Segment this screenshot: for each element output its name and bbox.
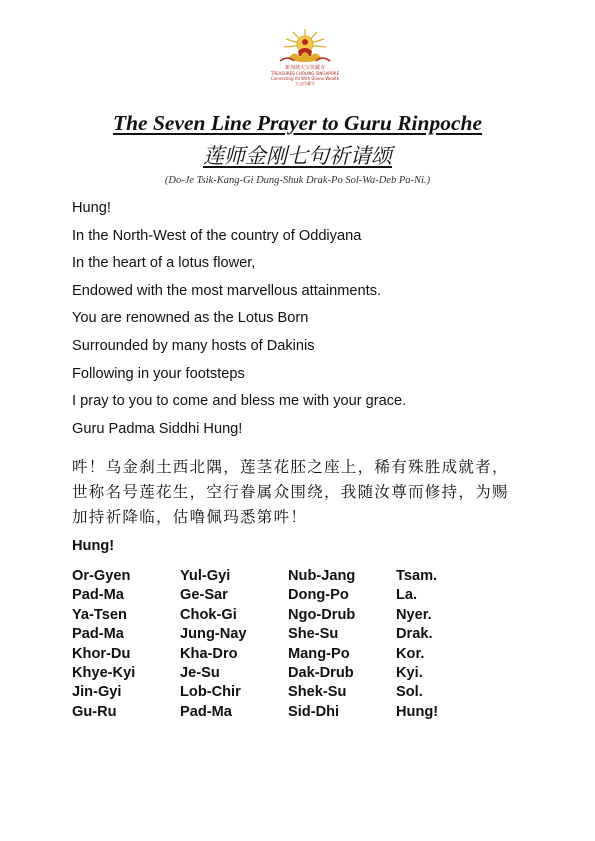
mantra-cell: Sol. xyxy=(396,684,423,701)
mantra-cell: Dak-Drub xyxy=(288,664,354,681)
mantra-cell: Khye-Kyi xyxy=(72,664,136,681)
mantra-cell: Ya-Tsen xyxy=(72,606,127,623)
mantra-cell: Nub-Jang xyxy=(288,568,356,584)
mantra-cell: Or-Gyen xyxy=(72,568,131,584)
prayer-line: I pray to you to come and bless me with your grace. xyxy=(72,393,407,410)
logo-caption-line: TREASURES CHOLING SINGAPORE xyxy=(270,71,340,76)
mantra-cell: Khor-Du xyxy=(72,645,131,662)
mantra-cell: Shek-Su xyxy=(288,684,347,701)
mantra-cell: Chok-Gi xyxy=(180,606,237,623)
prayer-line: Endowed with the most marvellous attainments. xyxy=(72,282,382,299)
prayer-line: In the North-West of the country of Oddiyana xyxy=(72,227,362,244)
english-prayer xyxy=(72,198,406,446)
mantra-cell: Hung! xyxy=(396,703,439,720)
mantra-cell: La. xyxy=(396,587,418,604)
buddha-lotus-logo xyxy=(274,27,336,99)
mantra-cell: Je-Su xyxy=(180,664,220,681)
page-title-chinese: 莲师金刚七句祈请颂 xyxy=(203,144,392,168)
mantra-cell: Pad-Ma xyxy=(72,626,124,643)
mantra-cell: Kha-Dro xyxy=(180,645,238,662)
logo-caption-line: Connecting All With Divine Wealth xyxy=(270,76,340,81)
mantra-cell: Tsam. xyxy=(396,568,438,584)
logo-caption-line: 大宝伏藏寺 xyxy=(295,81,315,86)
mantra-cell: Jung-Nay xyxy=(180,626,247,643)
prayer-line: In the heart of a lotus flower, xyxy=(72,255,256,272)
prayer-line: You are renowned as the Lotus Born xyxy=(72,310,309,327)
mantra-cell: Pad-Ma xyxy=(72,587,124,604)
mantra-cell: Kor. xyxy=(396,645,425,662)
mantra-heading: Hung! xyxy=(72,538,115,554)
logo-caption xyxy=(270,66,340,86)
mantra-cell: Yul-Gyi xyxy=(180,568,231,584)
prayer-line: Following in your footsteps xyxy=(72,365,245,382)
logo-caption-line: 新加坡大宝伏藏寺 xyxy=(284,65,325,71)
mantra-cell: Ge-Sar xyxy=(180,587,228,604)
mantra-cell: Kyi. xyxy=(396,664,423,681)
mantra-cell: Mang-Po xyxy=(288,645,350,662)
mantra-cell: She-Su xyxy=(288,626,339,643)
mantra-cell: Drak. xyxy=(396,626,433,643)
transliteration-note: (Do-Je Tsik-Kang-Gi Dung-Shuk Drak-Po Sol-Wa-Deb Pa-Ni.) xyxy=(164,175,431,186)
mantra-cell: Gu-Ru xyxy=(72,703,117,720)
prayer-line: Hung! xyxy=(72,200,111,216)
lotus-icon xyxy=(274,27,336,67)
mantra-cell: Nyer. xyxy=(396,606,432,623)
mantra-cell: Pad-Ma xyxy=(180,703,232,720)
mantra-cell: Ngo-Drub xyxy=(288,606,356,623)
page-title-english: The Seven Line Prayer to Guru Rinpoche xyxy=(112,111,483,135)
mantra-cell: Dong-Po xyxy=(288,587,349,604)
mantra-table xyxy=(72,567,496,722)
prayer-line: Surrounded by many hosts of Dakinis xyxy=(72,337,315,354)
mantra-cell: Sid-Dhi xyxy=(288,703,340,720)
prayer-line: Guru Padma Siddhi Hung! xyxy=(72,420,243,437)
mantra-cell: Lob-Chir xyxy=(180,684,241,701)
mantra-cell: Jin-Gyi xyxy=(72,684,122,701)
chinese-prayer: 吽！乌金刹土西北隅，莲茎花胚之座上，稀有殊胜成就者，世称名号莲花生，空行眷属众围绕，我随汝尊而修持，为赐加持祈降临，估噜佩玛悉第吽！ xyxy=(72,458,509,526)
